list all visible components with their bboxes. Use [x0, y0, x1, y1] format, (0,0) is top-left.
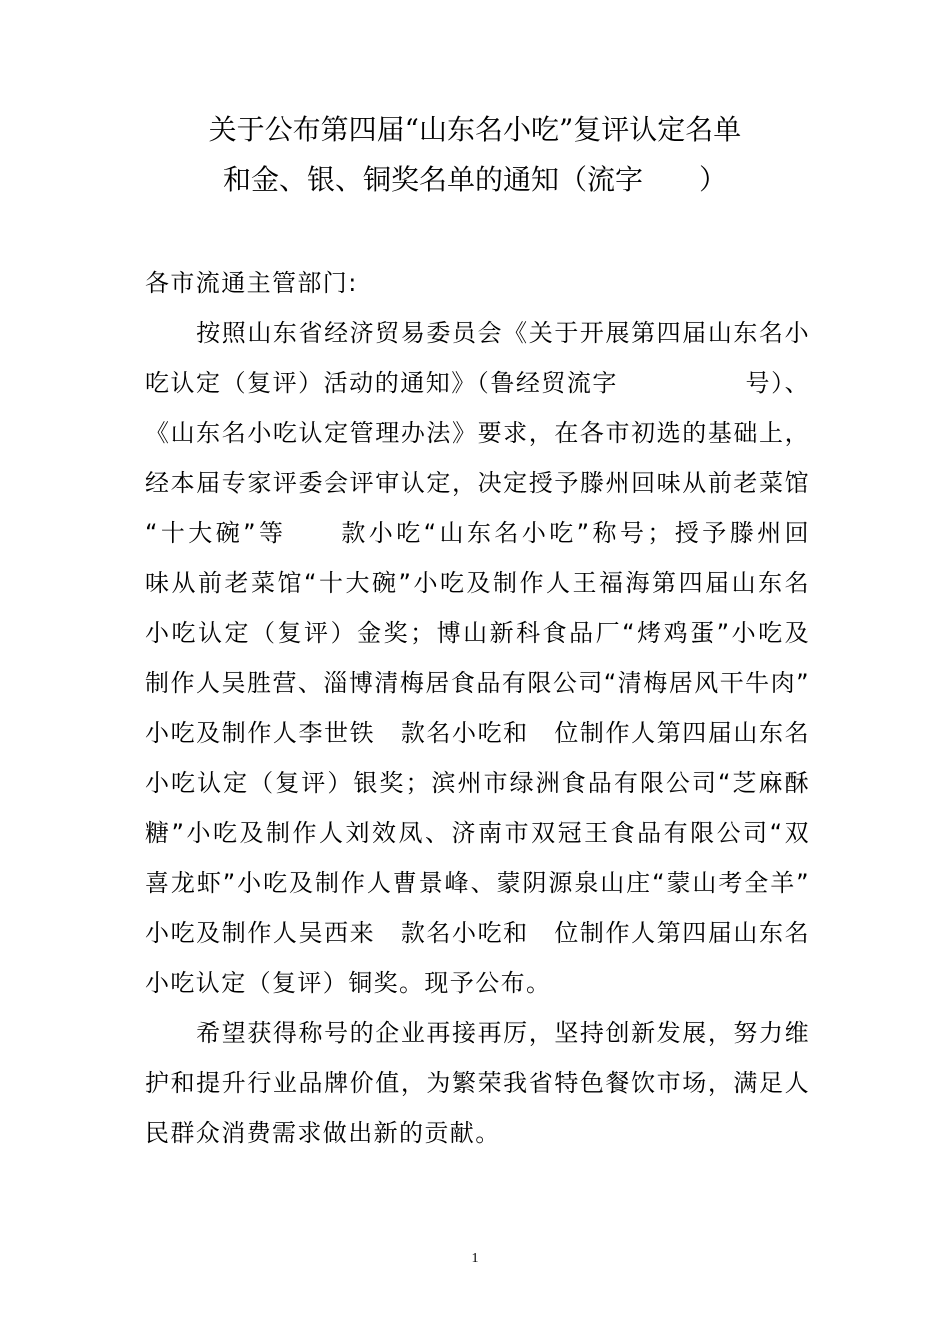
paragraph-line: 希望获得称号的企业再接再厉，坚持创新发展，努力维	[145, 1019, 810, 1047]
paragraph-line: 《山东名小吃认定管理办法》要求，在各市初选的基础上，	[145, 419, 810, 447]
paragraph-line: 民群众消费需求做出新的贡献。	[145, 1119, 501, 1147]
paragraph-line: 护和提升行业品牌价值，为繁荣我省特色餐饮市场，满足人	[145, 1069, 810, 1097]
paragraph-line: 按照山东省经济贸易委员会《关于开展第四届山东名小	[145, 319, 810, 347]
document-title-line-2: 和金、银、铜奖名单的通知（流字 ）	[222, 163, 727, 196]
document-title-line-1: 关于公布第四届“山东名小吃”复评认定名单	[208, 113, 742, 146]
paragraph-line: 小吃认定（复评）银奖；滨州市绿洲食品有限公司“芝麻酥	[145, 769, 810, 797]
paragraph-line: 吃认定（复评）活动的通知》（鲁经贸流字 号）、	[145, 369, 810, 397]
paragraph-line: 味从前老菜馆“十大碗”小吃及制作人王福海第四届山东名	[145, 569, 810, 597]
paragraph-line: 小吃及制作人吴西来 款名小吃和 位制作人第四届山东名	[145, 919, 810, 947]
paragraph-line: 经本届专家评委会评审认定，决定授予滕州回味从前老菜馆	[145, 469, 810, 497]
page-number: 1	[471, 1251, 479, 1266]
paragraph-line: 糖”小吃及制作人刘效凤、济南市双冠王食品有限公司“双	[145, 819, 810, 847]
paragraph-line: 制作人吴胜营、淄博清梅居食品有限公司“清梅居风干牛肉”	[145, 669, 810, 697]
paragraph-line: 小吃认定（复评）金奖；博山新科食品厂“烤鸡蛋”小吃及	[145, 619, 810, 647]
salutation: 各市流通主管部门:	[145, 269, 358, 297]
paragraph-line: 小吃认定（复评）铜奖。现予公布。	[145, 969, 552, 997]
paragraph-line: 喜龙虾”小吃及制作人曹景峰、蒙阴源泉山庄“蒙山考全羊”	[145, 869, 810, 897]
paragraph-line: “十大碗”等 款小吃“山东名小吃”称号；授予滕州回	[145, 519, 810, 547]
paragraph-line: 小吃及制作人李世铁 款名小吃和 位制作人第四届山东名	[145, 719, 810, 747]
